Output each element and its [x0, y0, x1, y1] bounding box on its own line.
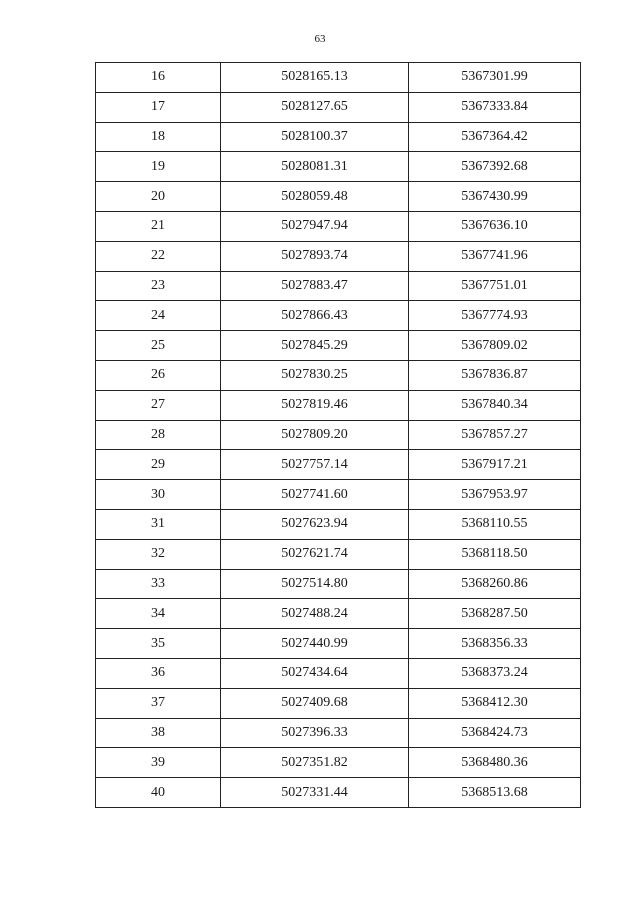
- table-row: [96, 331, 581, 361]
- x-coordinate-cell: 5027331.44: [221, 778, 409, 808]
- x-coordinate-cell: 5027488.24: [221, 599, 409, 629]
- y-coordinate-cell: 5368424.73: [409, 718, 581, 748]
- x-coordinate-cell: 5027409.68: [221, 688, 409, 718]
- table-row: [96, 450, 581, 480]
- y-coordinate-cell: 5368480.36: [409, 748, 581, 778]
- table-row: [96, 420, 581, 450]
- y-coordinate-cell: 5367751.01: [409, 271, 581, 301]
- point-number-cell: 26: [96, 360, 221, 390]
- table-row: [96, 718, 581, 748]
- y-coordinate-cell: 5368260.86: [409, 569, 581, 599]
- point-number-cell: 37: [96, 688, 221, 718]
- x-coordinate-cell: 5027757.14: [221, 450, 409, 480]
- x-coordinate-cell: 5027514.80: [221, 569, 409, 599]
- point-number-cell: 20: [96, 182, 221, 212]
- point-number-cell: 35: [96, 629, 221, 659]
- y-coordinate-cell: 5367917.21: [409, 450, 581, 480]
- x-coordinate-cell: 5027351.82: [221, 748, 409, 778]
- point-number-cell: 27: [96, 390, 221, 420]
- point-number-cell: 39: [96, 748, 221, 778]
- x-coordinate-cell: 5027440.99: [221, 629, 409, 659]
- point-number-cell: 24: [96, 301, 221, 331]
- point-number-cell: 36: [96, 658, 221, 688]
- table-row: [96, 182, 581, 212]
- table-row: [96, 360, 581, 390]
- y-coordinate-cell: 5367953.97: [409, 480, 581, 510]
- x-coordinate-cell: 5027845.29: [221, 331, 409, 361]
- y-coordinate-cell: 5367364.42: [409, 122, 581, 152]
- table-row: [96, 629, 581, 659]
- table-row: [96, 301, 581, 331]
- point-number-cell: 33: [96, 569, 221, 599]
- point-number-cell: 32: [96, 539, 221, 569]
- y-coordinate-cell: 5368110.55: [409, 509, 581, 539]
- coordinates-table: [95, 62, 581, 808]
- x-coordinate-cell: 5027819.46: [221, 390, 409, 420]
- y-coordinate-cell: 5368118.50: [409, 539, 581, 569]
- x-coordinate-cell: 5028165.13: [221, 63, 409, 93]
- point-number-cell: 40: [96, 778, 221, 808]
- point-number-cell: 21: [96, 211, 221, 241]
- x-coordinate-cell: 5028059.48: [221, 182, 409, 212]
- table-row: [96, 599, 581, 629]
- table-row: [96, 390, 581, 420]
- y-coordinate-cell: 5367636.10: [409, 211, 581, 241]
- point-number-cell: 31: [96, 509, 221, 539]
- table-row: [96, 539, 581, 569]
- y-coordinate-cell: 5368373.24: [409, 658, 581, 688]
- point-number-cell: 18: [96, 122, 221, 152]
- y-coordinate-cell: 5368513.68: [409, 778, 581, 808]
- y-coordinate-cell: 5367836.87: [409, 360, 581, 390]
- table-row: [96, 92, 581, 122]
- y-coordinate-cell: 5367857.27: [409, 420, 581, 450]
- y-coordinate-cell: 5367774.93: [409, 301, 581, 331]
- table-row: [96, 152, 581, 182]
- table-row: [96, 778, 581, 808]
- point-number-cell: 34: [96, 599, 221, 629]
- x-coordinate-cell: 5027621.74: [221, 539, 409, 569]
- table-row: [96, 480, 581, 510]
- table-row: [96, 658, 581, 688]
- point-number-cell: 38: [96, 718, 221, 748]
- point-number-cell: 16: [96, 63, 221, 93]
- y-coordinate-cell: 5368287.50: [409, 599, 581, 629]
- point-number-cell: 23: [96, 271, 221, 301]
- point-number-cell: 17: [96, 92, 221, 122]
- x-coordinate-cell: 5027866.43: [221, 301, 409, 331]
- x-coordinate-cell: 5027741.60: [221, 480, 409, 510]
- x-coordinate-cell: 5027434.64: [221, 658, 409, 688]
- table-row: [96, 271, 581, 301]
- x-coordinate-cell: 5028100.37: [221, 122, 409, 152]
- x-coordinate-cell: 5027809.20: [221, 420, 409, 450]
- table-row: [96, 509, 581, 539]
- y-coordinate-cell: 5367840.34: [409, 390, 581, 420]
- table-row: [96, 63, 581, 93]
- x-coordinate-cell: 5027623.94: [221, 509, 409, 539]
- point-number-cell: 28: [96, 420, 221, 450]
- x-coordinate-cell: 5027893.74: [221, 241, 409, 271]
- y-coordinate-cell: 5368356.33: [409, 629, 581, 659]
- point-number-cell: 25: [96, 331, 221, 361]
- y-coordinate-cell: 5367392.68: [409, 152, 581, 182]
- y-coordinate-cell: 5367333.84: [409, 92, 581, 122]
- y-coordinate-cell: 5367809.02: [409, 331, 581, 361]
- point-number-cell: 29: [96, 450, 221, 480]
- coordinates-table-body: [96, 63, 581, 808]
- x-coordinate-cell: 5027830.25: [221, 360, 409, 390]
- point-number-cell: 22: [96, 241, 221, 271]
- y-coordinate-cell: 5368412.30: [409, 688, 581, 718]
- table-row: [96, 569, 581, 599]
- y-coordinate-cell: 5367301.99: [409, 63, 581, 93]
- point-number-cell: 30: [96, 480, 221, 510]
- table-row: [96, 122, 581, 152]
- x-coordinate-cell: 5027883.47: [221, 271, 409, 301]
- x-coordinate-cell: 5027947.94: [221, 211, 409, 241]
- table-row: [96, 211, 581, 241]
- point-number-cell: 19: [96, 152, 221, 182]
- table-row: [96, 241, 581, 271]
- table-row: [96, 688, 581, 718]
- table-row: [96, 748, 581, 778]
- y-coordinate-cell: 5367741.96: [409, 241, 581, 271]
- page-number: 63: [314, 33, 326, 45]
- x-coordinate-cell: 5028081.31: [221, 152, 409, 182]
- y-coordinate-cell: 5367430.99: [409, 182, 581, 212]
- x-coordinate-cell: 5027396.33: [221, 718, 409, 748]
- x-coordinate-cell: 5028127.65: [221, 92, 409, 122]
